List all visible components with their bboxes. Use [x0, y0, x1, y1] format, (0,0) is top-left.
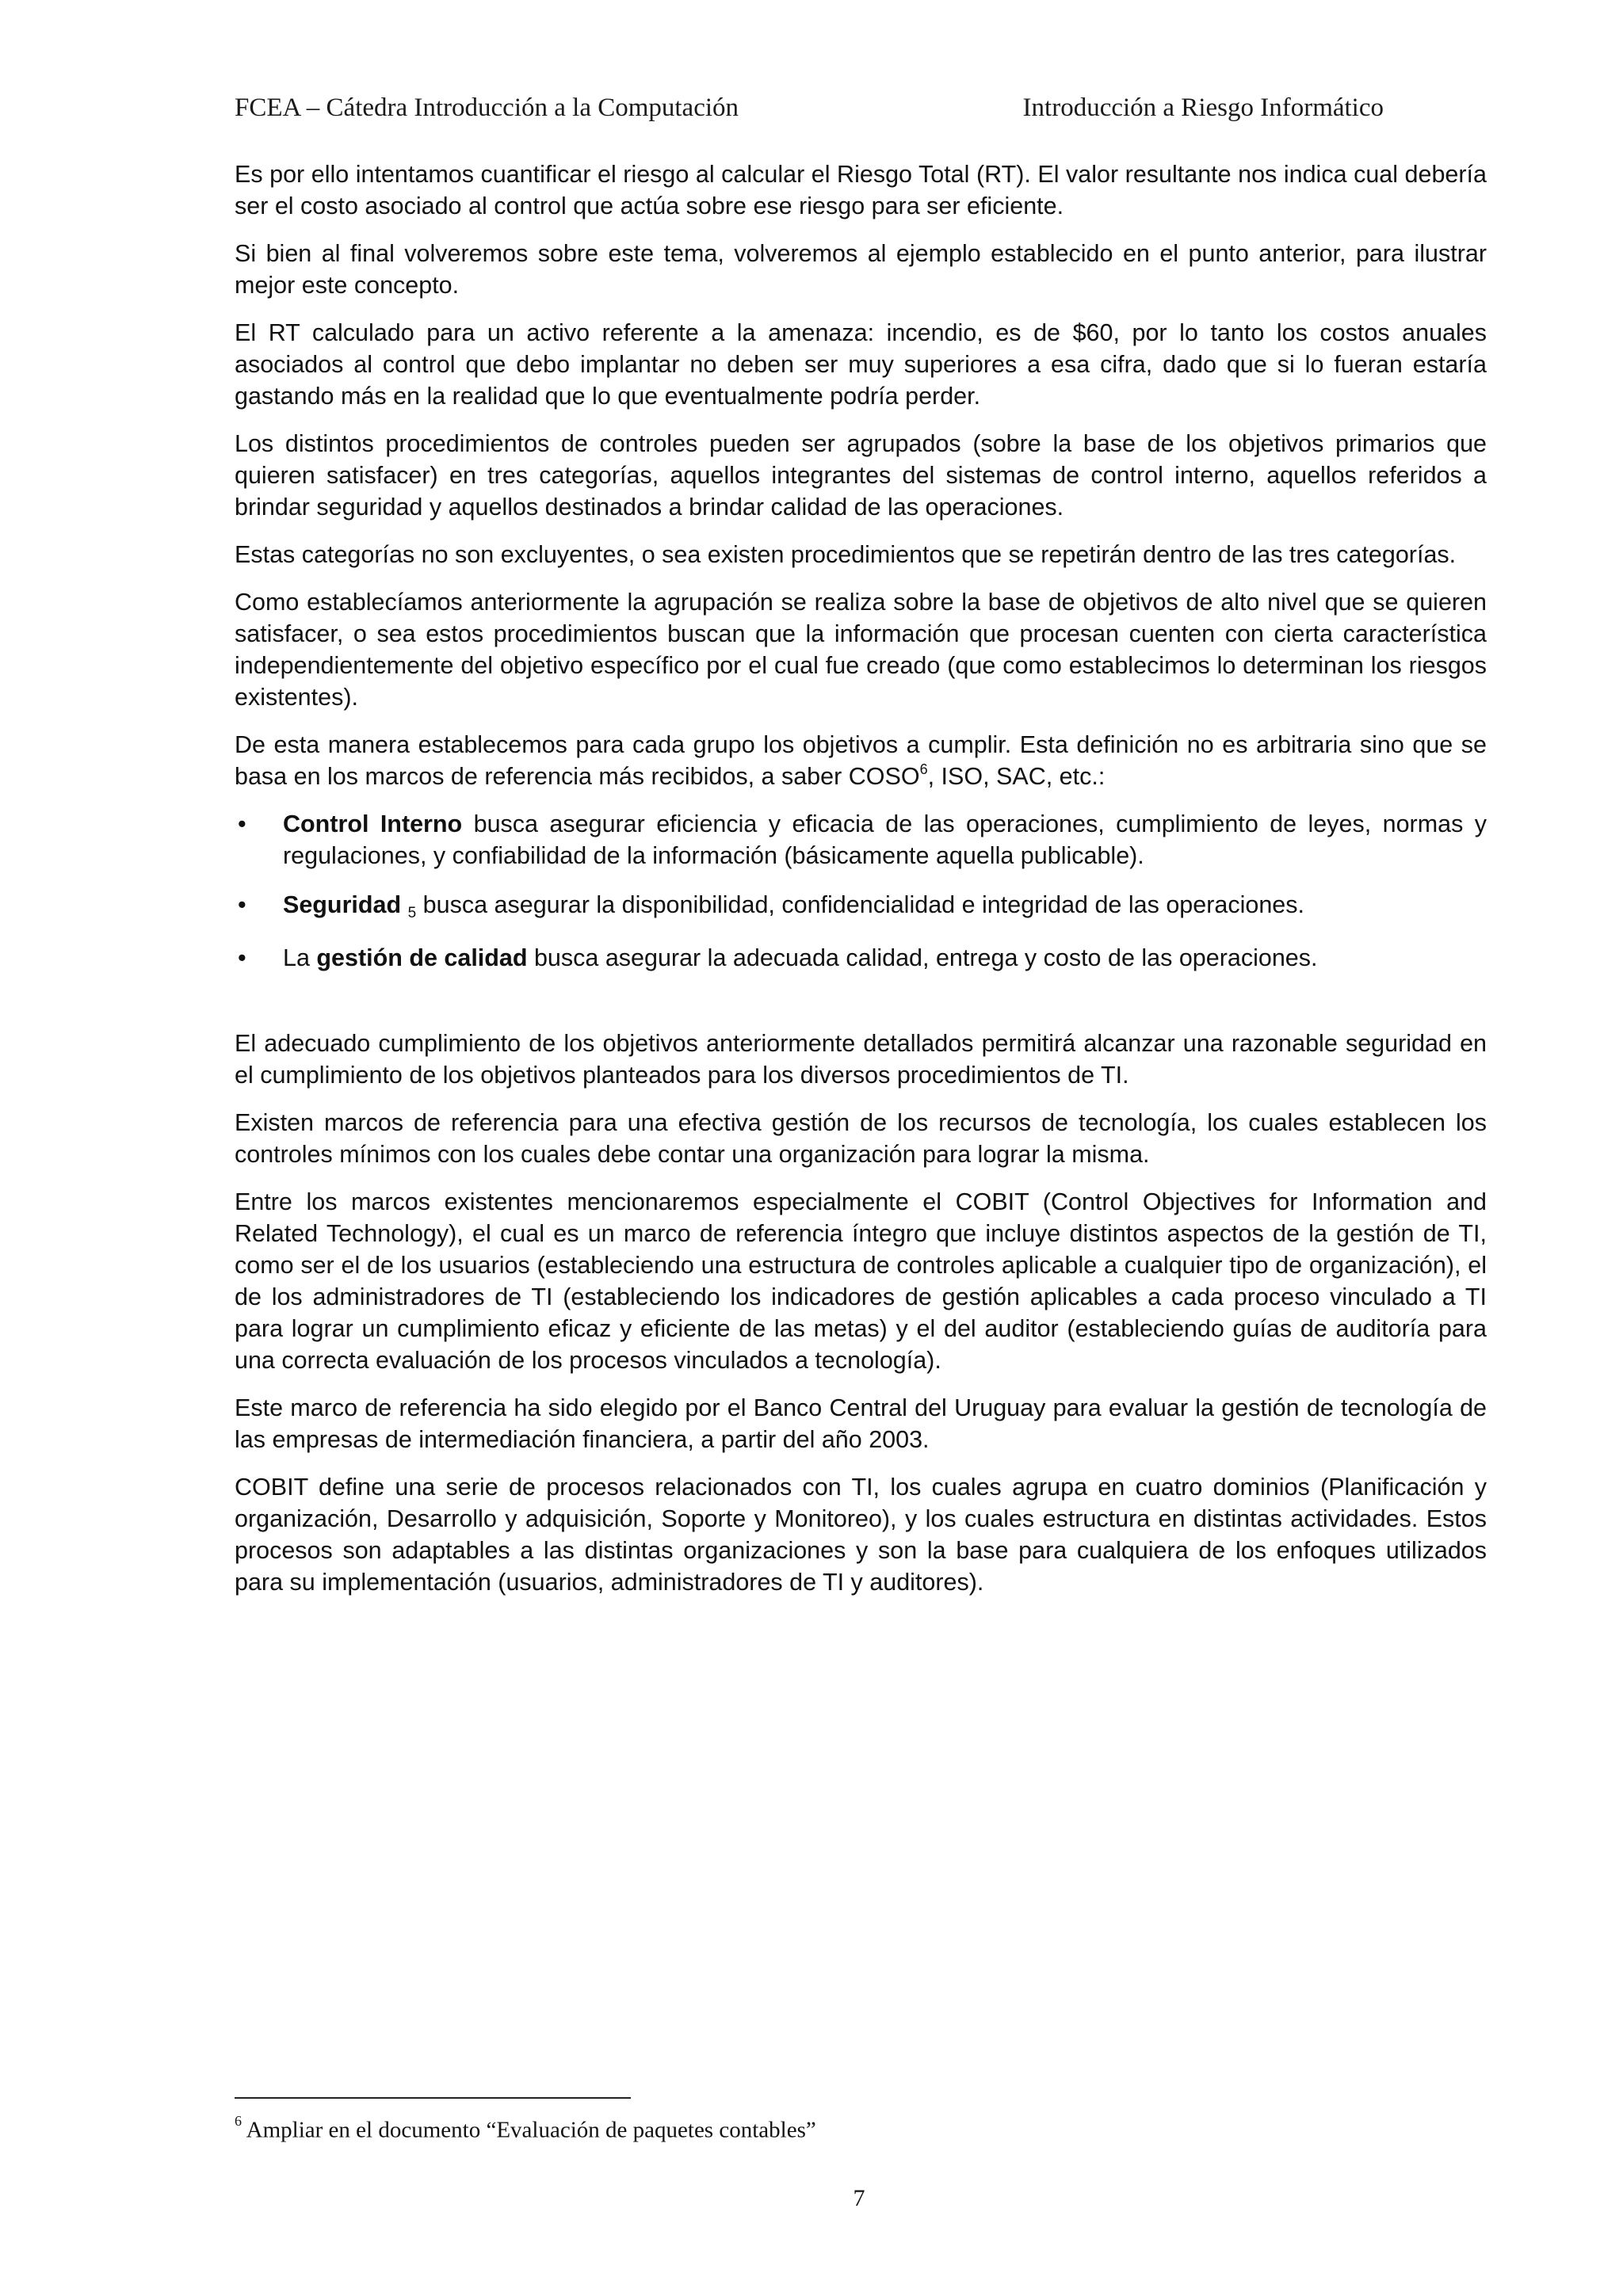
paragraph-3: El RT calculado para un activo referente a la amenaza: incendio, es de $60, por lo tanto los costos anuales asociados al control que debo implantar no deben ser muy superiores a esa cifra, dado que si lo fueran estaría gastando más en la realidad que lo que eventualmente podría perder.: [235, 319, 1487, 410]
paragraph-1: Es por ello intentamos cuantificar el riesgo al calcular el Riesgo Total (RT). El valor resultante nos indica cual debería ser el costo asociado al control que actúa sobre ese riesgo para ser eficiente.: [235, 161, 1487, 219]
footnote-text: Ampliar en el documento “Evaluación de paquetes contables”: [242, 2117, 816, 2143]
paragraph-10: Entre los marcos existentes mencionaremos especialmente el COBIT (Control Objectives for Information and Related Technology), el cual es un marco de referencia íntegro que incluye distintos aspectos de la gestión de TI, como ser el de los usuarios (estableciendo una estructura de controles aplicable a cualquier tipo de organización), el de los administradores de TI (estableciendo los indicadores de gestión aplicables a cada proceso vinculado a TI para lograr un cumplimiento eficaz y eficiente de las metas) y el del auditor (estableciendo guías de auditoría para una correcta evaluación de los procesos vinculados a tecnología).: [235, 1188, 1487, 1374]
list-item-term: Seguridad: [283, 891, 402, 918]
header-course-title: FCEA – Cátedra Introducción a la Computación: [235, 93, 739, 122]
list-item-control-interno: [235, 808, 1487, 871]
footnote-separator: [235, 2097, 631, 2099]
objectives-list: [235, 808, 1487, 974]
paragraph-7-tail: , ISO, SAC, etc.:: [927, 763, 1106, 790]
footnote-number: 6: [235, 2113, 242, 2129]
page-header: [235, 93, 1388, 135]
list-item-seguridad: [235, 889, 1487, 925]
paragraph-6: Como establecíamos anteriormente la agrupación se realiza sobre la base de objetivos de alto nivel que se quieren satisfacer, o sea estos procedimientos buscan que la información que procesan cuenten con cierta característica independientemente del objetivo específico por el cual fue creado (que como establecimos lo determinan los riesgos existentes).: [235, 589, 1487, 711]
list-item-lead: La: [283, 944, 317, 971]
header-document-title: Introducción a Riesgo Informático: [1022, 93, 1384, 122]
bullet-icon: •: [238, 891, 246, 918]
paragraph-11: Este marco de referencia ha sido elegido por el Banco Central del Uruguay para evaluar la gestión de tecnología de las empresas de intermediación financiera, a partir del año 2003.: [235, 1394, 1487, 1453]
list-item-term: Control Interno: [283, 810, 463, 837]
list-item-text: busca asegurar eficiencia y eficacia de las operaciones, cumplimiento de leyes, normas y regulaciones, y confiabilidad de la información (básicamente aquella publicable).: [283, 810, 1487, 869]
list-item-gestion-calidad: [235, 942, 1487, 974]
paragraph-7-text: De esta manera establecemos para cada grupo los objetivos a cumplir. Esta definición no es arbitraria sino que se basa en los marcos de referencia más recibidos, a saber COSO: [235, 731, 1487, 790]
paragraph-8: El adecuado cumplimiento de los objetivos anteriormente detallados permitirá alcanzar una razonable seguridad en el cumplimiento de los objetivos planteados para los diversos procedimientos de TI.: [235, 1030, 1487, 1089]
bullet-icon: •: [238, 810, 246, 837]
paragraph-12: COBIT define una serie de procesos relacionados con TI, los cuales agrupa en cuatro dominios (Planificación y organización, Desarrollo y adquisición, Soporte y Monitoreo), y los cuales estructura en distintas actividades. Estos procesos son adaptables a las distintas organizaciones y son la base para cualquiera de los enfoques utilizados para su implementación (usuarios, administradores de TI y auditores).: [235, 1474, 1487, 1596]
paragraph-9: Existen marcos de referencia para una efectiva gestión de los recursos de tecnología, los cuales establecen los controles mínimos con los cuales debe contar una organización para lograr la misma.: [235, 1109, 1487, 1168]
body-text: [235, 158, 1487, 1614]
list-item-subscript: 5: [407, 905, 417, 921]
footnote-reference: 6: [919, 761, 928, 777]
list-item-text: busca asegurar la adecuada calidad, entrega y costo de las operaciones.: [527, 944, 1318, 971]
bullet-icon: •: [238, 944, 246, 971]
paragraph-7: [235, 729, 1487, 792]
page-number: 7: [853, 2185, 865, 2211]
list-item-text: busca asegurar la disponibilidad, confidencialidad e integridad de las operaciones.: [416, 891, 1304, 918]
list-item-term: gestión de calidad: [316, 944, 528, 971]
paragraph-4: Los distintos procedimientos de controles pueden ser agrupados (sobre la base de los objetivos primarios que quieren satisfacer) en tres categorías, aquellos integrantes del sistemas de control interno, aquellos referidos a brindar seguridad y aquellos destinados a brindar calidad de las operaciones.: [235, 430, 1487, 521]
paragraph-5: Estas categorías no son excluyentes, o sea existen procedimientos que se repetirán dentro de las tres categorías.: [235, 541, 1457, 568]
footnote: [235, 2109, 816, 2145]
paragraph-2: Si bien al final volveremos sobre este tema, volveremos al ejemplo establecido en el punto anterior, para ilustrar mejor este concepto.: [235, 240, 1487, 299]
